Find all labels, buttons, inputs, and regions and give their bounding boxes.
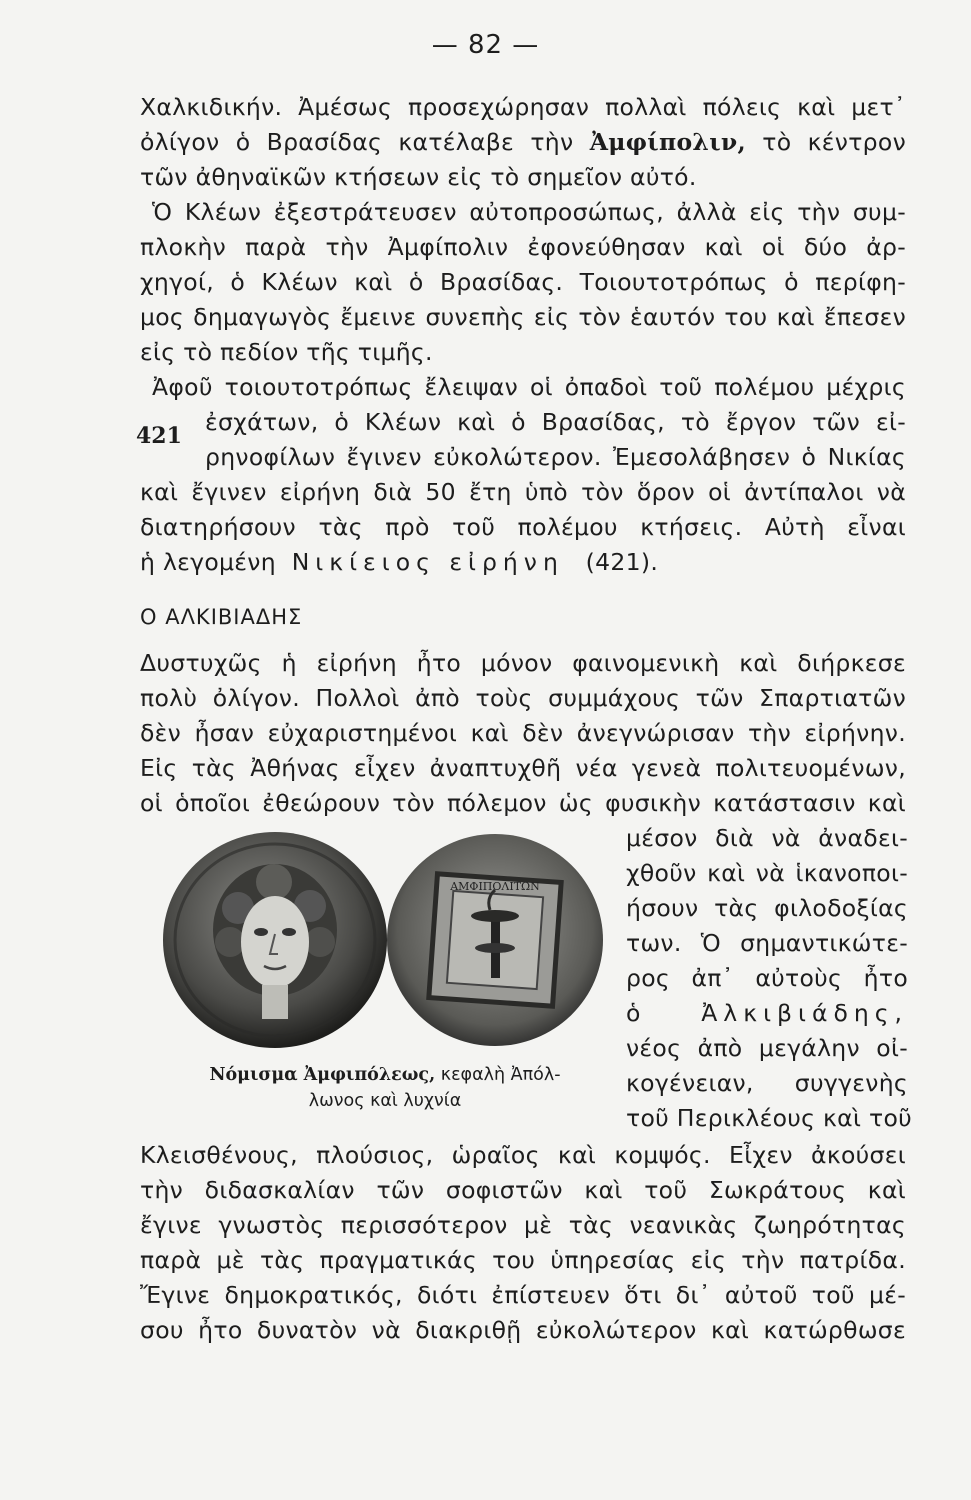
text-line: πλοκὴν παρὰ τὴν Ἀμφίπολιν ἐφονεύθησαν καὶ οἱ δύο ἀρ- [140,233,906,261]
margin-year: 421 [136,423,182,449]
text-line: Ἔγινε δημοκρατικός, διότι ἐπίστευεν ὅτι δι᾽ αὐτοῦ τοῦ μέ- [140,1281,906,1309]
figure-caption [150,1062,620,1114]
coin-illustration [150,830,620,1060]
text-line: εἰς τὸ πεδίον τῆς τιμῆς. [140,338,433,366]
text-line: ήσουν τὰς φιλοδοξίας [626,894,908,922]
coin-obverse [163,832,387,1048]
text-line [626,998,908,1028]
coin-inscription: ΑΜΦΙΠΟΛΙΤΩΝ [450,880,540,893]
text-line: παρὰ μὲ τὰς πραγματικάς του ὑπηρεσίας εἰς τὴν πατρίδα. [140,1246,906,1274]
text-line: Κλεισθένους, πλούσιος, ὡραῖος καὶ κομψός. Εἶχεν ἀκούσει [140,1141,906,1169]
coin-figure [150,830,620,1060]
text-line: χηγοί, ὁ Κλέων καὶ ὁ Βρασίδας. Τοιουτοτρόπως ὁ περίφη- [140,268,906,296]
text-line: χθοῦν καὶ νὰ ἱκανοποι- [626,859,908,887]
text-line: πολὺ ὀλίγον. Πολλοὶ ἀπὸ τοὺς συμμάχους τῶν Σπαρτιατῶν [140,684,906,712]
text-line: μέσον διὰ νὰ ἀναδει- [626,824,908,852]
text-line: καὶ ἔγινεν εἰρήνη διὰ 50 ἔτη ὑπὸ τὸν ὅρον οἱ ἀντίπαλοι νὰ [140,478,906,506]
text-line: Ὁ Κλέων ἐξεστράτευσεν αὐτοπροσώπως, ἀλλὰ εἰς τὴν συμ- [152,198,906,226]
text-line: ἐσχάτων, ὁ Κλέων καὶ ὁ Βρασίδας, τὸ ἔργον τῶν εἰ- [205,408,906,436]
text-line [140,127,906,157]
text-line: Δυστυχῶς ἡ εἰρήνη ἦτο μόνον φαινομενικὴ καὶ διήρκεσε [140,649,906,677]
text-fragment: (421). [585,548,659,576]
spaced-term: Ἀλκιβιάδης, [701,999,908,1027]
text-line: ρος ἀπ᾽ αὐτοὺς ἦτο [626,964,908,992]
bold-place-name: Ἀμφίπολιν, [589,128,746,156]
text-line: των. Ὁ σημαντικώτε- [626,929,908,957]
caption-line: λωνος καὶ λυχνία [308,1091,462,1111]
text-line: τῶν ἀθηναϊκῶν κτήσεων εἰς τὸ σημεῖον αὐτό. [140,163,697,191]
text-line: Ἀφοῦ τοιουτοτρόπως ἔλειψαν οἱ ὀπαδοὶ τοῦ πολέμου μέχρις [152,373,906,401]
text-line: ἔγινε γνωστὸς περισσότερον μὲ τὰς νεανικὰς ζωηρότητας [140,1211,906,1239]
coin-reverse [387,834,603,1046]
text-line: ρηνοφίλων ἔγινεν εὐκολώτερον. Ἐμεσολάβησεν ὁ Νικίας [205,443,906,471]
caption-bold: Νόμισμα Ἀμφιπόλεως, [209,1065,436,1085]
page-number: — 82 — [431,30,540,60]
text-line: νέος ἀπὸ μεγάλην οἰ- [626,1034,908,1062]
section-heading: Ο ΑΛΚΙΒΙΑΔΗΣ [140,605,303,629]
caption-text: κεφαλὴ Ἀπόλ- [440,1065,561,1085]
text-line: κογένειαν, συγγενὴς [626,1069,908,1097]
text-line: σου ἦτο δυνατὸν νὰ διακριθῇ εὐκολώτερον καὶ κατώρθωσε [140,1316,906,1344]
text-fragment: ὀλίγον ὁ Βρασίδας κατέλαβε τὴν [140,128,574,156]
text-line: δὲν ἦσαν εὐχαριστημένοι καὶ δὲν ἀνεγνώρισαν τὴν εἰρήνην. [140,719,906,747]
text-line: τὴν διδασκαλίαν τῶν σοφιστῶν καὶ τοῦ Σωκράτους καὶ [140,1176,906,1204]
spaced-term: Νικίειος εἰρήνη [291,548,564,576]
caption-line [150,1062,620,1088]
text-line: Χαλκιδικήν. Ἀμέσως προσεχώρησαν πολλαὶ πόλεις καὶ μετ᾽ [140,93,906,121]
text-line: Εἰς τὰς Ἀθήνας εἶχεν ἀναπτυχθῆ νέα γενεὰ πολιτευομένων, [140,754,906,782]
text-line [140,547,658,577]
text-line: οἱ ὁποῖοι ἐθεώρουν τὸν πόλεμον ὡς φυσικὴν κατάστασιν καὶ [140,789,906,817]
text-line: τοῦ Περικλέους καὶ τοῦ [626,1104,913,1132]
text-line: μος δημαγωγὸς ἔμεινε συνεπὴς εἰς τὸν ἑαυτόν του καὶ ἔπεσεν [140,303,906,331]
text-fragment: τὸ κέντρον [762,128,906,156]
text-fragment: ὁ [626,999,641,1027]
text-line: διατηρήσουν τὰς πρὸ τοῦ πολέμου κτήσεις. Αὐτὴ εἶναι [140,513,906,541]
text-fragment: ἡ λεγομένη [140,548,276,576]
